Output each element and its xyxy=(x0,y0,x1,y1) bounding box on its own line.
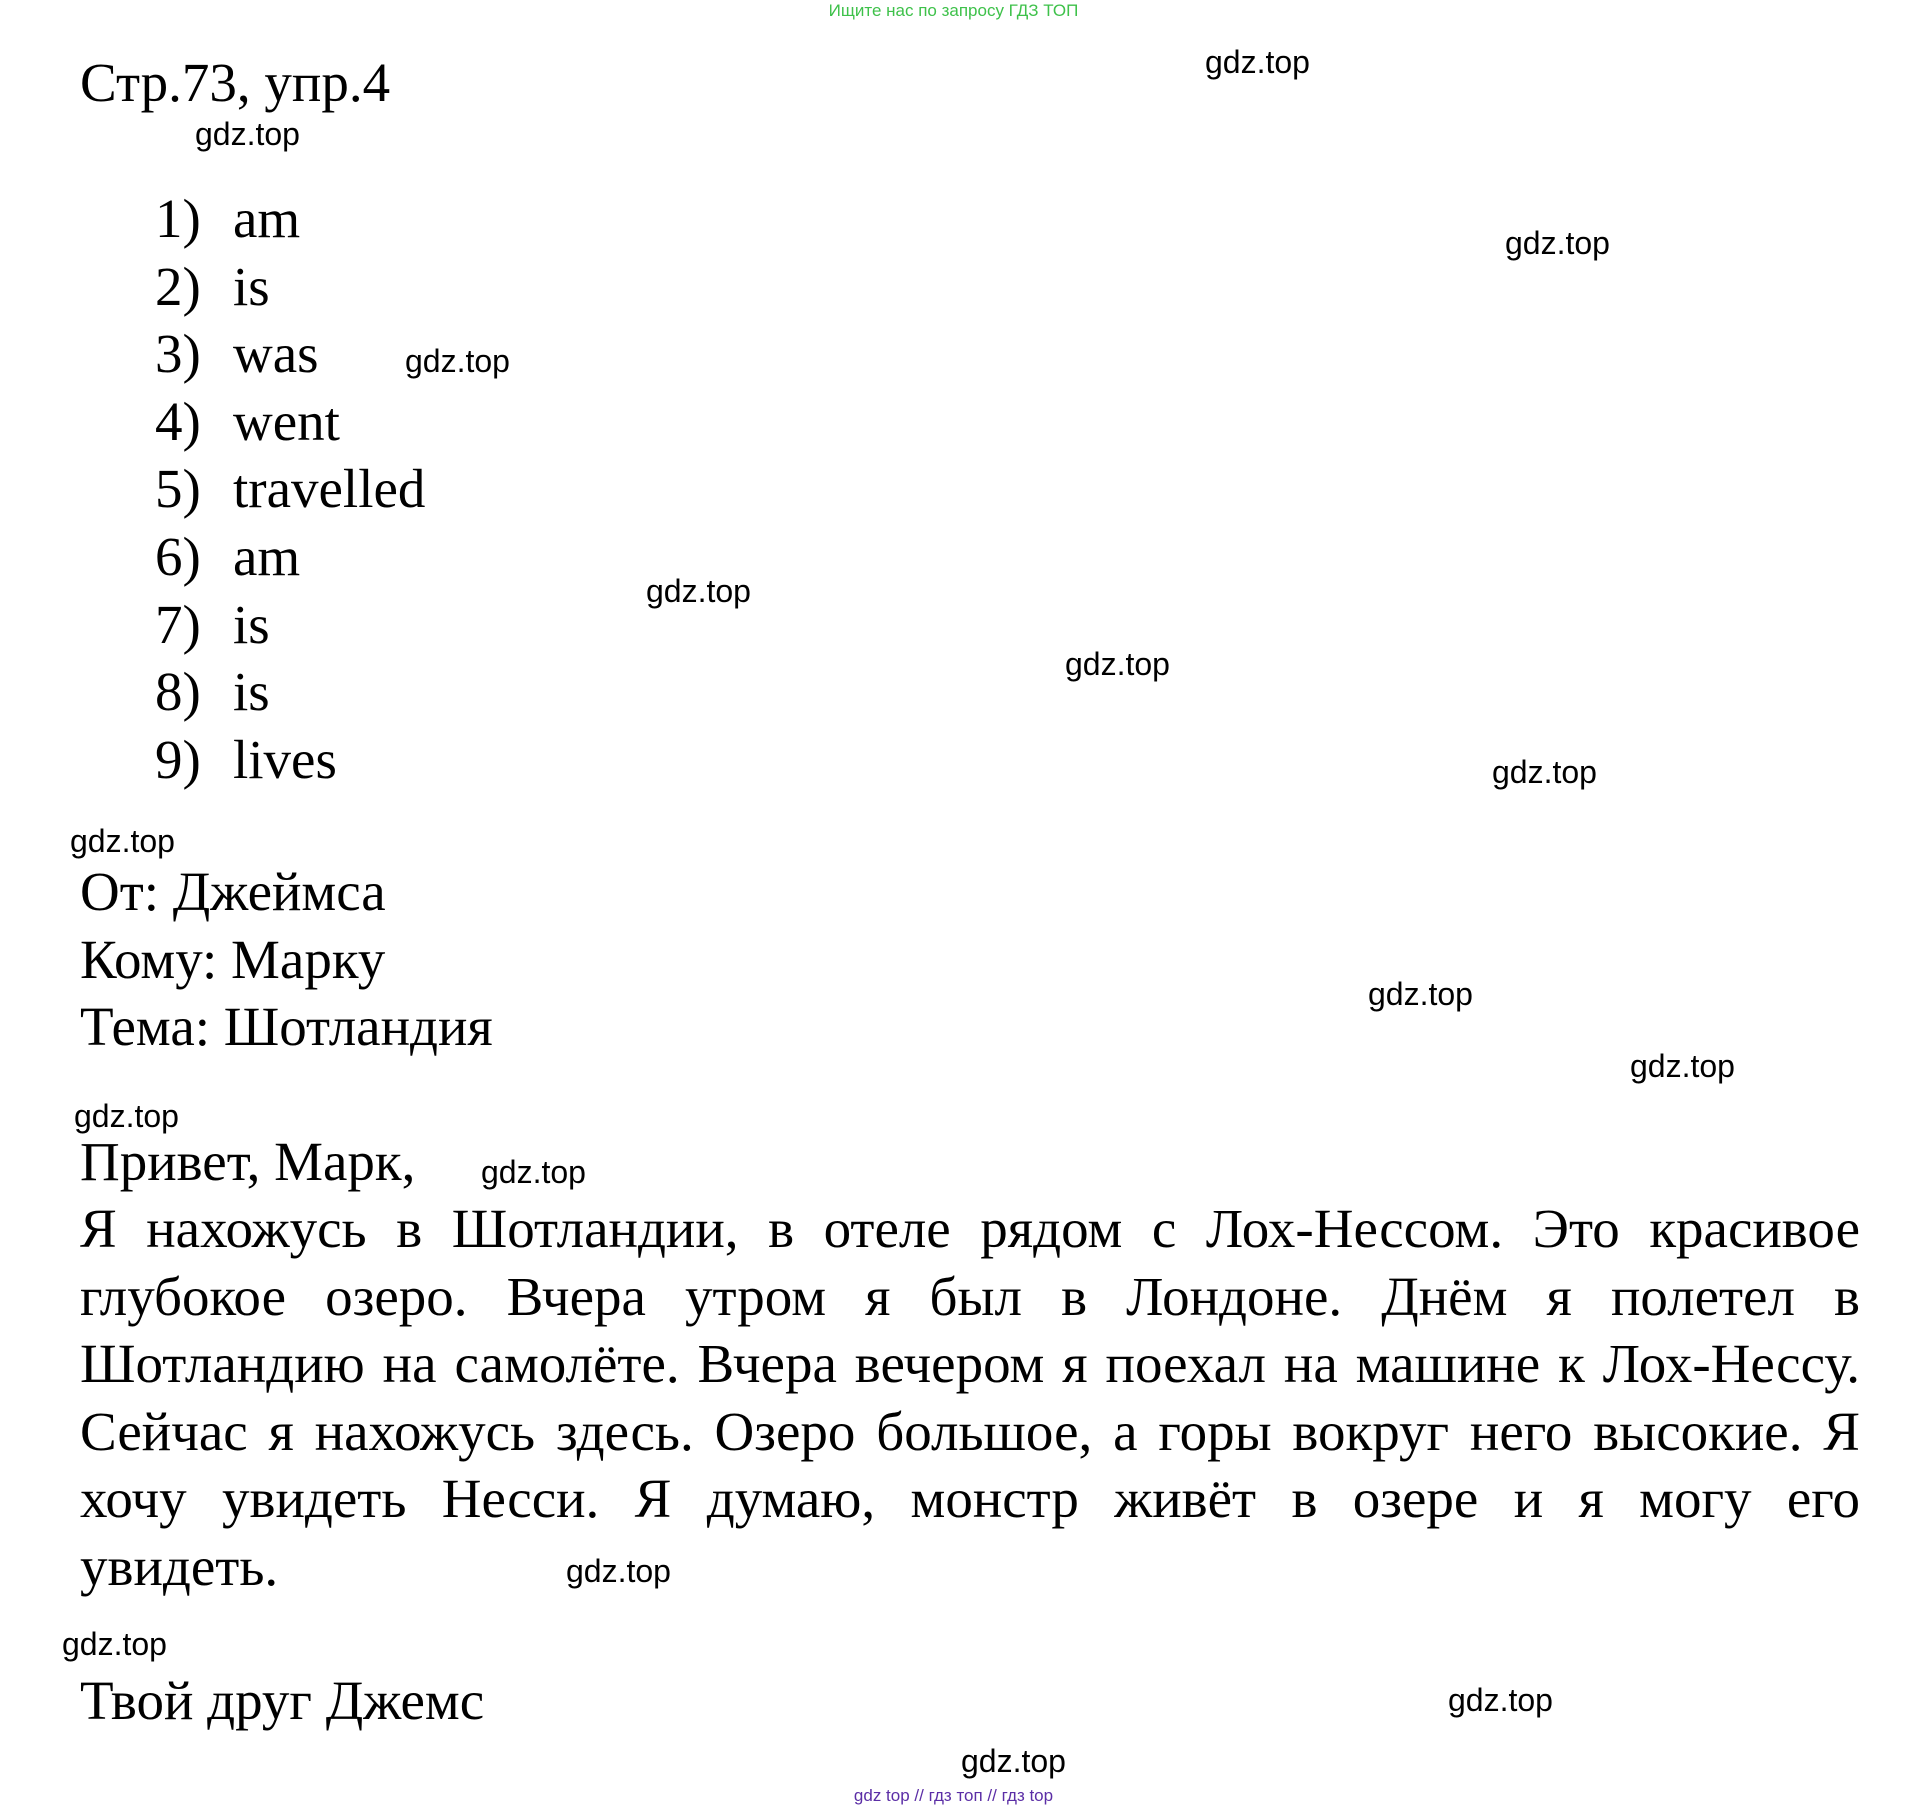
answer-number: 3) xyxy=(155,323,201,385)
answer-item xyxy=(155,523,425,591)
answer-word: was xyxy=(233,323,319,385)
answer-word: travelled xyxy=(233,458,426,520)
answer-word: is xyxy=(233,593,270,655)
answer-word: is xyxy=(233,255,270,317)
page-title: Стр.73, упр.4 xyxy=(80,52,391,113)
answer-item xyxy=(155,591,425,659)
watermark: gdz.top xyxy=(1205,44,1310,80)
watermark: gdz.top xyxy=(74,1098,179,1134)
watermark: gdz.top xyxy=(195,116,300,152)
answer-list xyxy=(155,185,425,793)
email-to: Кому: Марку xyxy=(80,929,386,990)
watermark: gdz.top xyxy=(1505,225,1610,261)
answer-number: 4) xyxy=(155,390,201,452)
watermark: gdz.top xyxy=(646,573,751,609)
watermark: gdz.top xyxy=(405,343,510,379)
answer-word: lives xyxy=(233,728,337,790)
watermark: gdz.top xyxy=(481,1154,586,1190)
answer-number: 8) xyxy=(155,661,201,723)
answer-item xyxy=(155,320,425,388)
answer-word: is xyxy=(233,661,270,723)
email-subject: Тема: Шотландия xyxy=(80,996,493,1057)
answer-number: 7) xyxy=(155,593,201,655)
watermark: gdz.top xyxy=(1492,754,1597,790)
watermark: gdz.top xyxy=(566,1553,671,1589)
watermark: gdz.top xyxy=(62,1626,167,1662)
answer-number: 5) xyxy=(155,458,201,520)
email-greeting: Привет, Марк, xyxy=(80,1131,416,1192)
answer-item xyxy=(155,253,425,321)
answer-number: 9) xyxy=(155,728,201,790)
answer-item xyxy=(155,388,425,456)
answer-item xyxy=(155,726,425,794)
answer-word: am xyxy=(233,525,301,587)
answer-word: went xyxy=(233,390,340,452)
email-from: От: Джеймса xyxy=(80,861,386,922)
answer-item xyxy=(155,658,425,726)
watermark: gdz.top xyxy=(1630,1048,1735,1084)
search-banner: Ищите нас по запросу ГДЗ ТОП xyxy=(828,1,1079,20)
email-signature: Твой друг Джемс xyxy=(80,1670,485,1731)
email-body: Я нахожусь в Шотландии, в отеле рядом с Лох-Нессом. Это красивое глубокое озеро. Вчера утром я был в Лондоне. Днём я полетел в Шотландию на самолёте. Вчера вечером я поехал на машине к Лох-Нессу. Сейчас я нахожусь здесь. Озеро большое, а горы вокруг него высокие. Я хочу увидеть Несси. Я думаю, монстр живёт в озере и я могу его увидеть. xyxy=(80,1198,1860,1597)
answer-item xyxy=(155,185,425,253)
answer-number: 1) xyxy=(155,188,201,249)
answer-number: 2) xyxy=(155,255,201,317)
answer-word: am xyxy=(233,188,301,249)
watermark: gdz.top xyxy=(961,1743,1066,1779)
watermark: gdz.top xyxy=(70,823,175,859)
answer-item xyxy=(155,455,425,523)
watermark: gdz.top xyxy=(1065,646,1170,682)
watermark: gdz.top xyxy=(1448,1682,1553,1718)
answer-number: 6) xyxy=(155,525,201,587)
watermark: gdz.top xyxy=(1368,976,1473,1012)
footer-links[interactable]: gdz top // гдз топ // гдз top xyxy=(853,1786,1054,1805)
